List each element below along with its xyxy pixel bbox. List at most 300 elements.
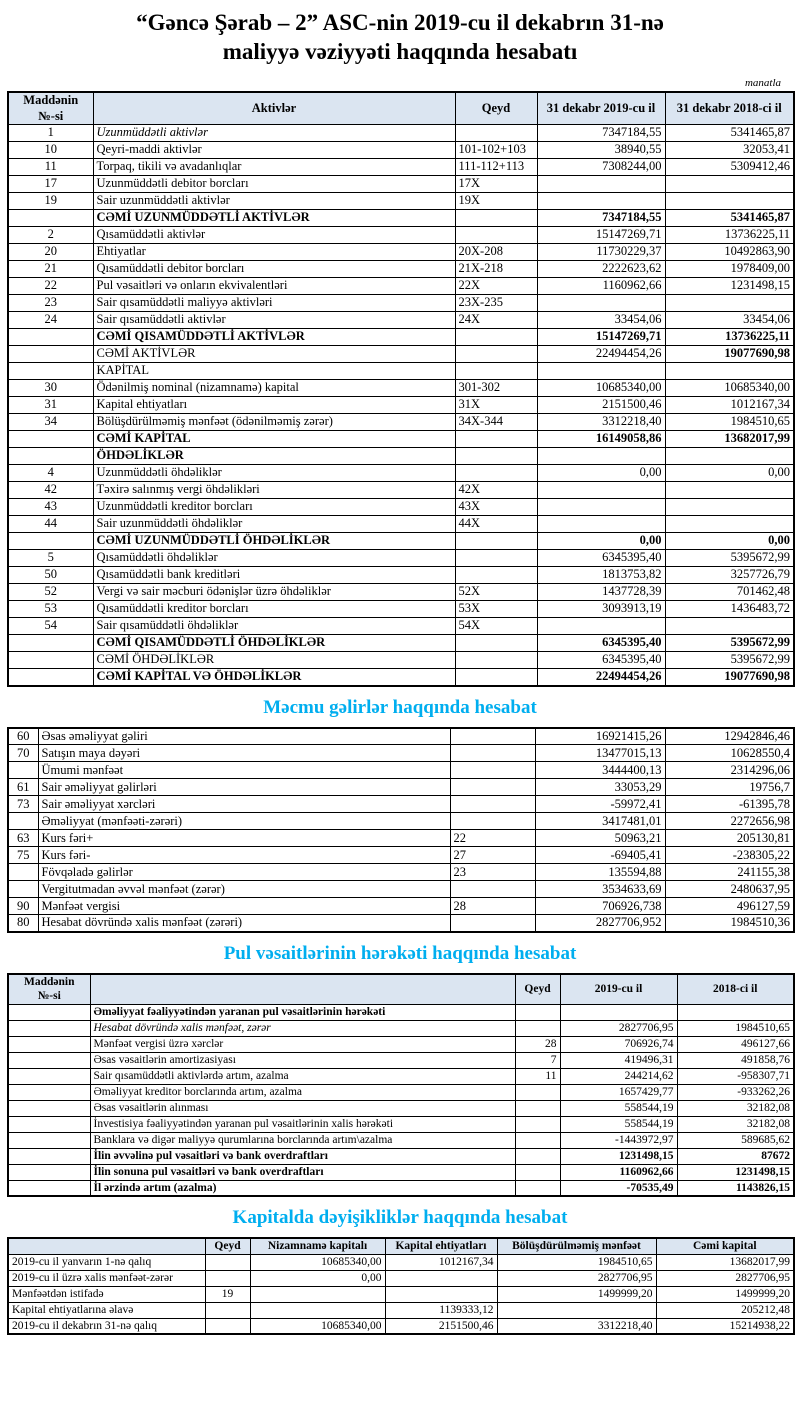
- table-row: [8, 329, 794, 346]
- table-cell: 4: [8, 465, 93, 482]
- table-cell: 15147269,71: [537, 227, 665, 244]
- table-cell: İl ərzində artım (azalma): [90, 1180, 515, 1196]
- table-row: [8, 261, 794, 278]
- table-cell: CƏMİ QISAMÜDDƏTLİ AKTİVLƏR: [93, 329, 455, 346]
- table-cell: 13682017,99: [656, 1254, 794, 1270]
- cashflow-heading: Pul vəsaitlərinin hərəkəti haqqında hesabat: [223, 943, 577, 964]
- table-cell: 2151500,46: [385, 1318, 497, 1334]
- table-row: [8, 397, 794, 414]
- column-header: Nizamnamə kapitalı: [250, 1238, 385, 1254]
- table-cell: -59972,41: [535, 796, 665, 813]
- column-header: 2018-ci il: [677, 974, 794, 1004]
- table-cell: 87672: [677, 1148, 794, 1164]
- table-cell: Təxirə salınmış vergi öhdəlikləri: [93, 482, 455, 499]
- table-cell: 6345395,40: [537, 550, 665, 567]
- table-row: [8, 779, 794, 796]
- table-cell: 43X: [455, 499, 537, 516]
- cashflow-table: [7, 973, 795, 1197]
- table-row: [8, 346, 794, 363]
- table-cell: 2827706,95: [497, 1270, 656, 1286]
- table-cell: [450, 728, 535, 745]
- table-cell: 0,00: [665, 465, 794, 482]
- table-cell: 1984510,65: [665, 414, 794, 431]
- table-row: [8, 193, 794, 210]
- table-row: [8, 652, 794, 669]
- table-cell: 496127,59: [665, 898, 794, 915]
- table-cell: 1984510,36: [665, 915, 794, 932]
- table-cell: 52: [8, 584, 93, 601]
- table-cell: 1160962,66: [537, 278, 665, 295]
- table-cell: [8, 1148, 90, 1164]
- table-cell: [515, 1116, 560, 1132]
- table-cell: 589685,62: [677, 1132, 794, 1148]
- table-cell: Vergi və sair məcburi ödənişlər üzrə öhdəliklər: [93, 584, 455, 601]
- table-cell: 13682017,99: [665, 431, 794, 448]
- column-header: Kapital ehtiyatları: [385, 1238, 497, 1254]
- table-cell: Sair qısamüddətli aktivlər: [93, 312, 455, 329]
- table-cell: 0,00: [665, 533, 794, 550]
- table-cell: [450, 881, 535, 898]
- table-row: [8, 210, 794, 227]
- table-cell: 1160962,66: [560, 1164, 677, 1180]
- table-cell: [205, 1318, 250, 1334]
- table-cell: CƏMİ AKTİVLƏR: [93, 346, 455, 363]
- table-cell: [455, 550, 537, 567]
- table-cell: 1139333,12: [385, 1302, 497, 1318]
- table-cell: Uzunmüddətli aktivlər: [93, 125, 455, 142]
- table-row: [8, 728, 794, 745]
- table-cell: 11: [515, 1068, 560, 1084]
- table-cell: Sair uzunmüddətli aktivlər: [93, 193, 455, 210]
- table-row: [8, 1148, 794, 1164]
- table-row: [8, 567, 794, 584]
- table-cell: Qeyri-maddi aktivlər: [93, 142, 455, 159]
- table-cell: [515, 1100, 560, 1116]
- table-cell: Ehtiyatlar: [93, 244, 455, 261]
- table-row: [8, 278, 794, 295]
- table-cell: Kurs fəri+: [38, 830, 450, 847]
- table-cell: 19: [8, 193, 93, 210]
- table-row: [8, 550, 794, 567]
- table-cell: 54: [8, 618, 93, 635]
- table-cell: CƏMİ KAPİTAL: [93, 431, 455, 448]
- table-cell: [205, 1270, 250, 1286]
- table-cell: [8, 1004, 90, 1020]
- table-cell: 419496,31: [560, 1052, 677, 1068]
- income-statement-heading: Məcmu gəlirlər haqqında hesabat: [263, 696, 537, 718]
- table-cell: 3093913,19: [537, 601, 665, 618]
- table-row: [8, 533, 794, 550]
- table-cell: 701462,48: [665, 584, 794, 601]
- table-row: [8, 813, 794, 830]
- table-cell: Mənfəət vergisi üzrə xərclər: [90, 1036, 515, 1052]
- table-cell: 33053,29: [535, 779, 665, 796]
- table-cell: [537, 295, 665, 312]
- table-cell: 1231498,15: [560, 1148, 677, 1164]
- table-cell: Qısamüddətli debitor borcları: [93, 261, 455, 278]
- table-row: [8, 1270, 794, 1286]
- table-cell: 19077690,98: [665, 346, 794, 363]
- table-cell: 244214,62: [560, 1068, 677, 1084]
- column-header: Cəmi kapital: [656, 1238, 794, 1254]
- table-row: [8, 312, 794, 329]
- table-cell: [8, 1132, 90, 1148]
- table-cell: Hesabat dövründə xalis mənfəət (zərəri): [38, 915, 450, 932]
- table-cell: Qısamüddətli kreditor borcları: [93, 601, 455, 618]
- table-cell: 21: [8, 261, 93, 278]
- table-cell: CƏMİ UZUNMÜDDƏTLİ ÖHDƏLİKLƏR: [93, 533, 455, 550]
- table-row: [8, 125, 794, 142]
- table-row: [8, 1052, 794, 1068]
- table-cell: Satışın maya dəyəri: [38, 745, 450, 762]
- table-cell: 135594,88: [535, 864, 665, 881]
- table-cell: [8, 1084, 90, 1100]
- table-cell: [8, 346, 93, 363]
- table-cell: 5395672,99: [665, 652, 794, 669]
- table-cell: 23: [450, 864, 535, 881]
- table-cell: 7: [515, 1052, 560, 1068]
- table-row: [8, 1116, 794, 1132]
- table-row: [8, 584, 794, 601]
- table-cell: -933262,26: [677, 1084, 794, 1100]
- table-cell: Sair əməliyyat gəlirləri: [38, 779, 450, 796]
- table-cell: [8, 1180, 90, 1196]
- table-cell: 2272656,98: [665, 813, 794, 830]
- table-cell: 7347184,55: [537, 125, 665, 142]
- table-cell: [455, 227, 537, 244]
- table-row: [8, 618, 794, 635]
- table-cell: Əməliyyat kreditor borclarında artım, azalma: [90, 1084, 515, 1100]
- table-cell: 10: [8, 142, 93, 159]
- table-cell: Sair qısamüddətli aktivlərdə artım, azalma: [90, 1068, 515, 1084]
- table-cell: 42: [8, 482, 93, 499]
- table-cell: [250, 1286, 385, 1302]
- table-cell: 2019-cu il dekabrın 31-nə qalıq: [8, 1318, 205, 1334]
- table-cell: [450, 779, 535, 796]
- table-cell: [537, 363, 665, 380]
- table-cell: [665, 193, 794, 210]
- table-cell: [8, 431, 93, 448]
- table-cell: 2314296,06: [665, 762, 794, 779]
- table-cell: 10685340,00: [250, 1318, 385, 1334]
- table-cell: [385, 1270, 497, 1286]
- table-cell: [515, 1084, 560, 1100]
- balance-sheet-table: [7, 91, 795, 687]
- table-cell: 32182,08: [677, 1116, 794, 1132]
- table-cell: 22: [8, 278, 93, 295]
- table-cell: 491858,76: [677, 1052, 794, 1068]
- column-header: Qeyd: [205, 1238, 250, 1254]
- column-header: [8, 1238, 205, 1254]
- column-header: 2019-cu il: [560, 974, 677, 1004]
- table-row: [8, 1084, 794, 1100]
- table-cell: 53X: [455, 601, 537, 618]
- table-cell: 3257726,79: [665, 567, 794, 584]
- table-cell: 2: [8, 227, 93, 244]
- table-row: [8, 499, 794, 516]
- table-cell: Əsas əməliyyat gəliri: [38, 728, 450, 745]
- table-cell: [455, 567, 537, 584]
- table-row: [8, 380, 794, 397]
- table-cell: 24: [8, 312, 93, 329]
- table-cell: 12942846,46: [665, 728, 794, 745]
- table-cell: 34X-344: [455, 414, 537, 431]
- table-cell: 19756,7: [665, 779, 794, 796]
- table-cell: 2019-cu il üzrə xalis mənfəət-zərər: [8, 1270, 205, 1286]
- table-cell: İlin sonuna pul vəsaitləri və bank overdraftları: [90, 1164, 515, 1180]
- table-row: [8, 431, 794, 448]
- table-cell: 496127,66: [677, 1036, 794, 1052]
- table-cell: 24X: [455, 312, 537, 329]
- table-cell: 61: [8, 779, 38, 796]
- table-cell: 13736225,11: [665, 227, 794, 244]
- table-cell: 3534633,69: [535, 881, 665, 898]
- table-cell: 1231498,15: [677, 1164, 794, 1180]
- table-row: [8, 847, 794, 864]
- table-cell: 73: [8, 796, 38, 813]
- table-cell: 301-302: [455, 380, 537, 397]
- table-row: [8, 465, 794, 482]
- table-cell: -70535,49: [560, 1180, 677, 1196]
- table-cell: [8, 652, 93, 669]
- table-header-row: [8, 1238, 794, 1254]
- table-cell: 19: [205, 1286, 250, 1302]
- table-cell: Kapital ehtiyatları: [93, 397, 455, 414]
- table-cell: 706926,738: [535, 898, 665, 915]
- table-cell: [8, 635, 93, 652]
- table-cell: 19X: [455, 193, 537, 210]
- table-cell: 54X: [455, 618, 537, 635]
- table-cell: [8, 1100, 90, 1116]
- table-cell: [537, 176, 665, 193]
- table-cell: 44: [8, 516, 93, 533]
- table-cell: [665, 448, 794, 465]
- table-row: [8, 898, 794, 915]
- table-cell: [665, 295, 794, 312]
- table-row: [8, 1180, 794, 1196]
- column-header: Aktivlər: [93, 92, 455, 125]
- table-cell: [455, 669, 537, 686]
- table-cell: [450, 915, 535, 932]
- table-cell: [8, 1020, 90, 1036]
- table-cell: 6345395,40: [537, 652, 665, 669]
- table-row: [8, 762, 794, 779]
- table-cell: [8, 1036, 90, 1052]
- table-cell: 28: [515, 1036, 560, 1052]
- equity-heading: Kapitalda dəyişikliklər haqqında hesabat: [232, 1207, 568, 1229]
- table-cell: [515, 1180, 560, 1196]
- income-statement-table: [7, 727, 795, 933]
- table-row: [8, 176, 794, 193]
- table-cell: 1436483,72: [665, 601, 794, 618]
- table-cell: [515, 1004, 560, 1020]
- table-cell: 3444400,13: [535, 762, 665, 779]
- column-header: 31 dekabr 2018-ci il: [665, 92, 794, 125]
- table-cell: [8, 1068, 90, 1084]
- table-cell: [560, 1004, 677, 1020]
- table-cell: 23: [8, 295, 93, 312]
- table-cell: 1: [8, 125, 93, 142]
- table-cell: 31X: [455, 397, 537, 414]
- table-cell: ÖHDƏLİKLƏR: [93, 448, 455, 465]
- table-cell: Əməliyyat (mənfəəti-zərəri): [38, 813, 450, 830]
- table-cell: 11730229,37: [537, 244, 665, 261]
- table-cell: [455, 431, 537, 448]
- table-row: [8, 142, 794, 159]
- table-cell: 1984510,65: [677, 1020, 794, 1036]
- table-row: [8, 363, 794, 380]
- table-cell: [455, 363, 537, 380]
- table-cell: 75: [8, 847, 38, 864]
- table-cell: [8, 864, 38, 881]
- table-cell: 17X: [455, 176, 537, 193]
- table-cell: [537, 499, 665, 516]
- table-cell: Uzunmüddətli öhdəliklər: [93, 465, 455, 482]
- table-cell: [537, 193, 665, 210]
- table-cell: 101-102+103: [455, 142, 537, 159]
- table-cell: [515, 1148, 560, 1164]
- page-title-line2: maliyyə vəziyyəti haqqında hesabatı: [222, 39, 578, 65]
- table-cell: 50: [8, 567, 93, 584]
- page-title: [35, 8, 765, 67]
- table-cell: Fövqəladə gəlirlər: [38, 864, 450, 881]
- column-header: Qeyd: [455, 92, 537, 125]
- table-cell: [455, 448, 537, 465]
- table-cell: 5341465,87: [665, 210, 794, 227]
- table-cell: Qısamüddətli aktivlər: [93, 227, 455, 244]
- column-header: Maddənin №-si: [8, 92, 93, 125]
- table-row: [8, 159, 794, 176]
- table-cell: KAPİTAL: [93, 363, 455, 380]
- table-cell: 43: [8, 499, 93, 516]
- table-row: [8, 448, 794, 465]
- table-cell: [250, 1302, 385, 1318]
- table-cell: İnvestisiya fəaliyyətindən yaranan pul vəsaitlərinin xalis hərəkəti: [90, 1116, 515, 1132]
- table-cell: 7308244,00: [537, 159, 665, 176]
- table-cell: [385, 1286, 497, 1302]
- table-row: [8, 1004, 794, 1020]
- table-cell: [455, 346, 537, 363]
- table-cell: 30: [8, 380, 93, 397]
- table-cell: [205, 1254, 250, 1270]
- table-row: [8, 830, 794, 847]
- table-cell: 17: [8, 176, 93, 193]
- table-cell: [8, 669, 93, 686]
- table-cell: 10685340,00: [537, 380, 665, 397]
- table-cell: CƏMİ KAPİTAL VƏ ÖHDƏLİKLƏR: [93, 669, 455, 686]
- table-cell: 52X: [455, 584, 537, 601]
- table-cell: 60: [8, 728, 38, 745]
- table-row: [8, 1020, 794, 1036]
- table-cell: CƏMİ ÖHDƏLİKLƏR: [93, 652, 455, 669]
- table-cell: 0,00: [537, 533, 665, 550]
- table-cell: [8, 1052, 90, 1068]
- column-header: [90, 974, 515, 1004]
- table-cell: Sair əməliyyat xərcləri: [38, 796, 450, 813]
- table-row: [8, 227, 794, 244]
- table-row: [8, 482, 794, 499]
- table-cell: 10628550,4: [665, 745, 794, 762]
- table-cell: 5: [8, 550, 93, 567]
- table-cell: 34: [8, 414, 93, 431]
- table-cell: 32053,41: [665, 142, 794, 159]
- table-row: [8, 796, 794, 813]
- table-cell: 13477015,13: [535, 745, 665, 762]
- table-cell: 0,00: [537, 465, 665, 482]
- table-cell: 2827706,95: [560, 1020, 677, 1036]
- table-cell: [450, 813, 535, 830]
- table-cell: Kapital ehtiyatlarına əlavə: [8, 1302, 205, 1318]
- table-cell: Mənfəətdən istifadə: [8, 1286, 205, 1302]
- table-cell: 3417481,01: [535, 813, 665, 830]
- table-row: [8, 1036, 794, 1052]
- table-cell: [665, 516, 794, 533]
- table-row: [8, 1164, 794, 1180]
- table-cell: Pul vəsaitləri və onların ekvivalentləri: [93, 278, 455, 295]
- table-row: [8, 864, 794, 881]
- table-cell: 205212,48: [656, 1302, 794, 1318]
- table-cell: Sair uzunmüddətli öhdəliklər: [93, 516, 455, 533]
- table-cell: 70: [8, 745, 38, 762]
- table-cell: -238305,22: [665, 847, 794, 864]
- table-cell: 3312218,40: [537, 414, 665, 431]
- table-cell: [665, 176, 794, 193]
- table-cell: 205130,81: [665, 830, 794, 847]
- table-row: [8, 295, 794, 312]
- table-cell: 706926,74: [560, 1036, 677, 1052]
- table-cell: Qısamüddətli bank kreditləri: [93, 567, 455, 584]
- table-cell: 2019-cu il yanvarın 1-nə qalıq: [8, 1254, 205, 1270]
- table-row: [8, 635, 794, 652]
- table-cell: CƏMİ UZUNMÜDDƏTLİ AKTİVLƏR: [93, 210, 455, 227]
- table-cell: 21X-218: [455, 261, 537, 278]
- table-cell: 10685340,00: [250, 1254, 385, 1270]
- table-cell: 53: [8, 601, 93, 618]
- table-cell: 1499999,20: [656, 1286, 794, 1302]
- table-cell: 19077690,98: [665, 669, 794, 686]
- table-cell: Qısamüddətli öhdəliklər: [93, 550, 455, 567]
- table-row: [8, 1100, 794, 1116]
- table-cell: [537, 482, 665, 499]
- table-cell: 1143826,15: [677, 1180, 794, 1196]
- table-cell: Sair qısamüddətli öhdəliklər: [93, 618, 455, 635]
- table-cell: Kurs fəri-: [38, 847, 450, 864]
- table-cell: 33454,06: [665, 312, 794, 329]
- column-header: Bölüşdürülməmiş mənfəət: [497, 1238, 656, 1254]
- table-cell: Torpaq, tikili və avadanlıqlar: [93, 159, 455, 176]
- table-cell: 38940,55: [537, 142, 665, 159]
- table-cell: [515, 1020, 560, 1036]
- table-row: [8, 516, 794, 533]
- table-cell: 6345395,40: [537, 635, 665, 652]
- table-row: [8, 1068, 794, 1084]
- table-row: [8, 745, 794, 762]
- table-cell: [515, 1132, 560, 1148]
- table-row: [8, 915, 794, 932]
- table-cell: 1978409,00: [665, 261, 794, 278]
- table-cell: 241155,38: [665, 864, 794, 881]
- table-cell: [455, 210, 537, 227]
- table-cell: Banklara və digər maliyyə qurumlarına borclarında artım\azalma: [90, 1132, 515, 1148]
- table-cell: Ödənilmiş nominal (nizamnamə) kapital: [93, 380, 455, 397]
- table-cell: İlin əvvəlinə pul vəsaitləri və bank overdraftları: [90, 1148, 515, 1164]
- table-cell: Uzunmüddətli kreditor borcları: [93, 499, 455, 516]
- table-cell: [665, 618, 794, 635]
- table-cell: 1231498,15: [665, 278, 794, 295]
- table-cell: [8, 329, 93, 346]
- table-row: [8, 1254, 794, 1270]
- table-cell: 3312218,40: [497, 1318, 656, 1334]
